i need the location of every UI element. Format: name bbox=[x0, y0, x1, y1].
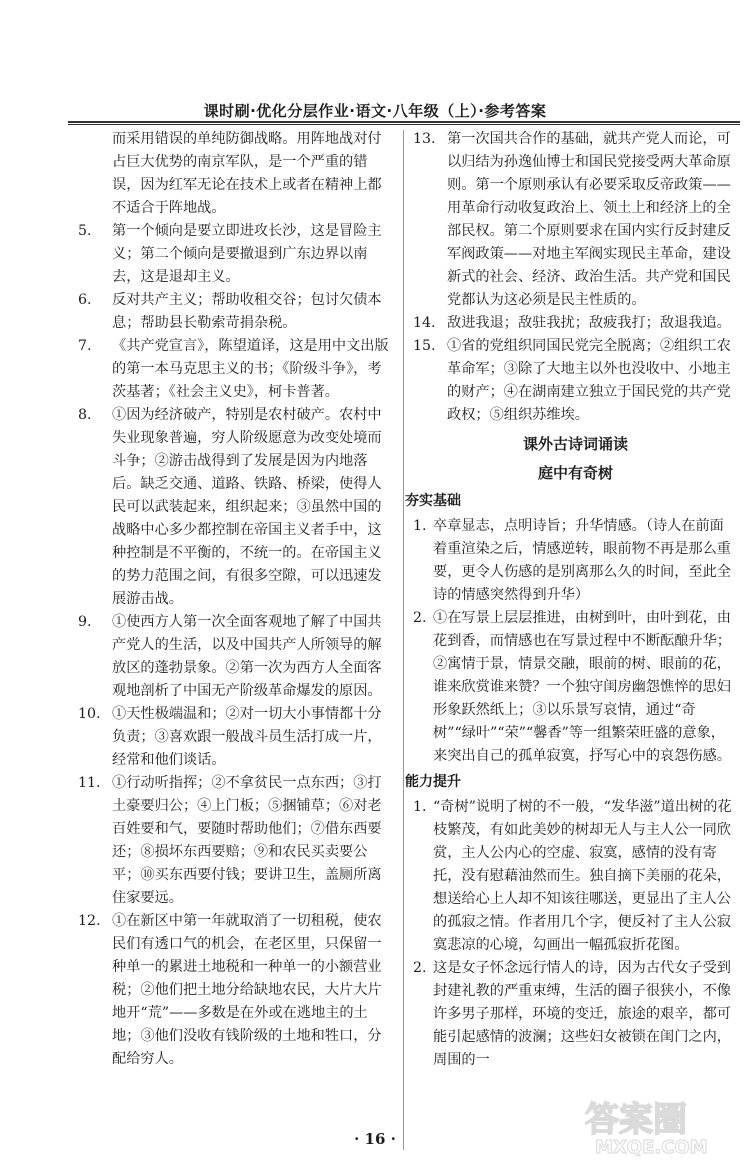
header-rule bbox=[68, 121, 740, 123]
poem-title: 庭中有奇树 bbox=[537, 464, 613, 482]
answer-item: 14. 敌进我退；敌驻我扰；敌疲我打；敌退我追。 bbox=[413, 315, 731, 331]
watermark-main-text: 答案圈 bbox=[585, 1100, 687, 1140]
answer-item: 6. 反对共产主义；帮助收租交谷；包讨欠债本息；帮助县长勒索苛捐杂税。 bbox=[78, 292, 382, 331]
watermark-logo bbox=[575, 1095, 740, 1157]
answer-item: 10. ①天性极端温和；②对一切大小事情都十分负责；③喜欢跟一般战斗员生活打成一片，经常和他们谈话。 bbox=[78, 706, 382, 768]
answer-item: 15. ①省的党组织同国民党完全脱离；②组织工农革命军；③除了大地主以外也没收中、小地主的财产；④在湖南建立独立于国民党的共产党政权；⑤组织苏维埃。 bbox=[413, 338, 731, 423]
header-rule-thin bbox=[68, 124, 740, 125]
answer-item: 2. ①在写景上层层推进，由树到叶，由叶到花，由花到香，而情感也在写景过程中不断酝酿升华；②寓情于景，情景交融，眼前的树、眼前的花，谁来欣赏谁来赞？一个独守闺房幽怨憔悴的思妇形象跃然纸上；③以乐景写哀情，通过“奇树”“绿叶”“荣”“馨香”等一组繁荣旺盛的意象，来突出自己的孤单寂寞，抒写心中的哀怨伤感。 bbox=[413, 610, 731, 764]
answer-item: 2. 这是女子怀念远行情人的诗，因为古代女子受到封建礼教的严重束缚，生活的圈子很狭小，不像许多男子那样，环境的变迁，旅途的艰辛，都可能引起感情的波澜；这些妇女被锁在闺门之内，周围的一 bbox=[413, 960, 731, 1068]
answer-item: 13. 第一次国共合作的基础，就共产党人而论，可以归结为孙逸仙博士和国民党接受两大革命原则。第一个原则承认有必要采取反帝政策——用革命行动收复政治上、领土上和经济上的全部民权。第二个原则要求在国内实行反封建反军阀政策——对地主军阀实现民主革命，建设新式的社会、经济、政治生活。共产党和国民党都认为这必须是民主性质的。 bbox=[413, 131, 731, 308]
page-number: · 16 · bbox=[354, 1130, 396, 1148]
answer-item: 而采用错误的单纯防御战略。用阵地战对付占巨大优势的南京军队，是一个严重的错误，因为红军无论在技术上或者在精神上都不适合于阵地战。 bbox=[112, 131, 382, 216]
answer-item: 5. 第一个倾向是要立即进攻长沙，这是冒险主义；第二个倾向是要撤退到广东边界以南去，这是退却主义。 bbox=[78, 223, 382, 285]
answer-item: 1. 卒章显志，点明诗旨；升华情感。（诗人在前面着重渲染之后，情感逆转，眼前物不再是那么重要，更令人伤感的是别离那么久的时间，至此全诗的情感突然得到升华） bbox=[413, 518, 731, 603]
watermark-sub-text: MXQE.COM bbox=[595, 1137, 708, 1157]
answer-item: 8. ①因为经济破产，特别是农村破产。农村中失业现象普遍，穷人阶级愿意为改变处境而斗争；②游击战得到了发展是因为内地落后。缺乏交通、道路、铁路、桥梁，使得人民可以武装起来，组织起来；③虽然中国的战略中心多少都控制在帝国主义者手中，这种控制是不平衡的，不统一的。在帝国主义的势力范围之间，有很多空隙，可以迅速发展游击战。 bbox=[78, 407, 382, 607]
page-header: 课时刷·优化分层作业·语文·八年级（上）·参考答案 bbox=[203, 102, 547, 120]
improve-label: 能力提升 bbox=[405, 774, 461, 790]
basics-label: 夯实基础 bbox=[405, 493, 461, 509]
answer-item: 12. ①在新区中第一年就取消了一切租税，使农民们有透口气的机会，在老区里，只保留一种单一的累进土地税和一种单一的小额营业税；②他们把土地分给缺地农民，大片大片地开“荒”——多数是在外或在逃地主的土地；③他们没收有钱阶级的土地和牲口，分配给穷人。 bbox=[78, 913, 382, 1067]
answer-item: 9. ①使西方人第一次全面客观地了解了中国共产党人的生活，以及中国共产人所领导的解放区的蓬勃景象。②第一次为西方人全面客观地剖析了中国无产阶级革命爆发的原因。 bbox=[78, 614, 382, 699]
left-column bbox=[78, 128, 390, 1071]
answer-item: 1. “奇树”说明了树的不一般，“发华滋”道出树的花枝繁茂，有如此美妙的树却无人与主人公一同欣赏，主人公内心的空虚、寂寞，感情的没有寄托，没有慰藉油然而生。独自摘下美丽的花朵，想送给心上人却不知该往哪送，更显出了主人公的孤寂之情。作者用几个字，便反衬了主人公寂寞悲凉的心境，勾画出一幅孤寂折花图。 bbox=[413, 799, 732, 953]
section-title: 课外古诗词诵读 bbox=[522, 435, 628, 453]
answer-item: 11. ①行动听指挥；②不拿贫民一点东西；③打土豪要归公；④上门板；⑤捆铺草；⑥对老百姓要和气，要随时帮助他们；⑦借东西要还；⑧损坏东西要赔；⑨和农民买卖要公平；⑩买东西要付钱；要讲卫生，盖厕所离住家要远。 bbox=[78, 775, 382, 906]
answer-item: 7. 《共产党宣言》，陈望道译，这是用中文出版的第一本马克思主义的书；《阶级斗争》，考茨基著；《社会主义史》，柯卡普著。 bbox=[78, 338, 389, 400]
column-divider bbox=[403, 130, 404, 1150]
right-column bbox=[405, 128, 738, 1072]
